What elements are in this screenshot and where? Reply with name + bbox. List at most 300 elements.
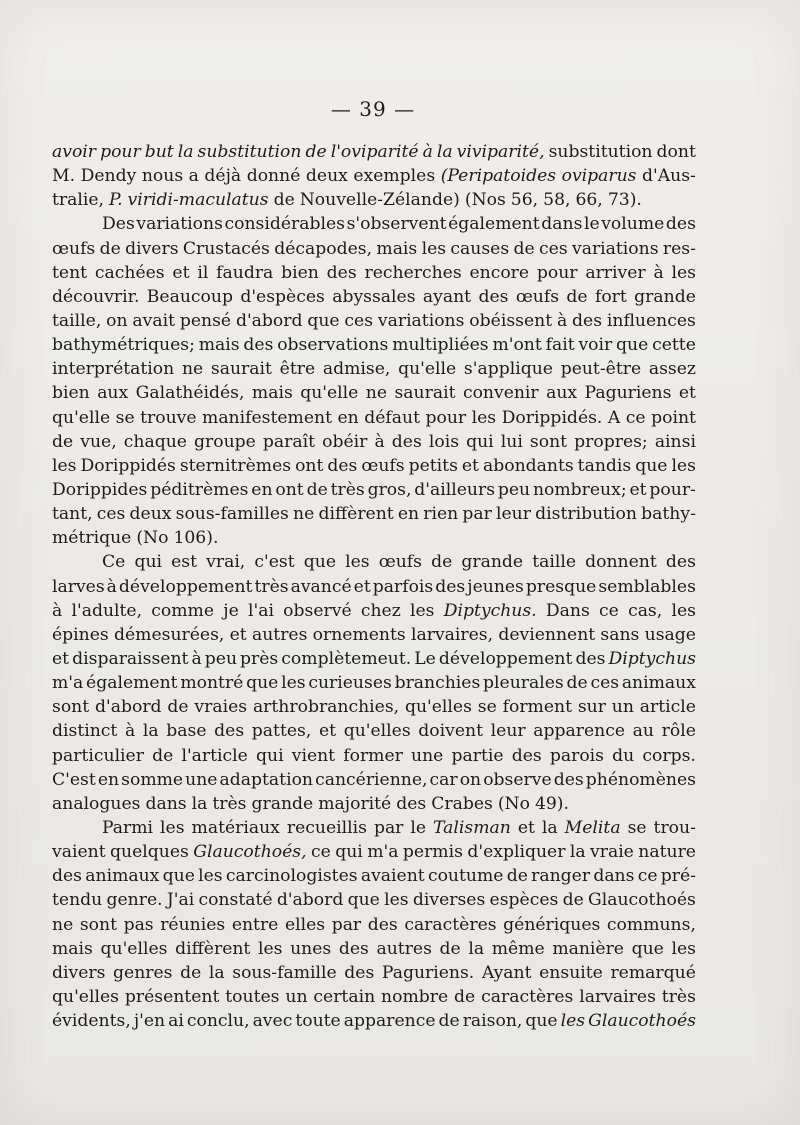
- word: la: [541, 817, 558, 838]
- word: assez: [648, 359, 696, 380]
- word: la: [468, 938, 485, 959]
- page-number: — 39 —: [330, 97, 416, 121]
- word: Parmi: [102, 817, 154, 838]
- word: que: [307, 310, 340, 331]
- word: et: [517, 817, 535, 838]
- word: et: [678, 383, 696, 404]
- word: à: [52, 600, 63, 621]
- word: les: [384, 890, 409, 911]
- word: aux: [546, 383, 578, 404]
- word: donnent: [585, 552, 657, 573]
- word: m'a: [52, 673, 84, 694]
- word: de: [506, 866, 528, 887]
- word: on: [106, 310, 128, 331]
- word: observé: [283, 600, 352, 621]
- word: tent: [52, 262, 88, 283]
- word: comme: [151, 600, 215, 621]
- word: un: [285, 986, 308, 1007]
- word: Nouvelle-Zélande): [299, 190, 460, 211]
- word: diffèrent: [175, 938, 251, 959]
- word: observe: [483, 769, 552, 790]
- word: but: [144, 142, 174, 162]
- word: substitution: [548, 142, 653, 162]
- word: les: [160, 817, 185, 838]
- word: a: [188, 166, 199, 187]
- word: pour-: [649, 479, 696, 500]
- word: dans: [593, 866, 635, 887]
- word: paraît: [262, 431, 316, 452]
- word: œufs: [52, 238, 96, 259]
- word: près: [240, 648, 279, 669]
- word: j'en: [133, 1011, 166, 1032]
- word: admise,: [322, 359, 391, 380]
- word: quelques: [110, 842, 189, 863]
- word: genres: [113, 962, 173, 983]
- word: Talisman: [433, 817, 511, 838]
- word: à: [124, 721, 136, 742]
- word: très: [330, 479, 365, 500]
- word: un: [611, 697, 634, 718]
- word: même: [491, 938, 545, 959]
- word: développement: [438, 648, 573, 669]
- word: des: [435, 576, 466, 597]
- word: Crustacés: [182, 238, 270, 259]
- text-line: [52, 454, 696, 478]
- word: ainsi: [654, 431, 696, 452]
- word: P.: [109, 190, 123, 211]
- word: avaient: [360, 866, 425, 887]
- word: Ce: [102, 552, 126, 573]
- word: (No: [136, 528, 169, 549]
- word: saurait: [394, 383, 456, 404]
- word: avec: [252, 1011, 293, 1032]
- word: tant,: [52, 504, 93, 525]
- word: réunies: [160, 914, 226, 935]
- word: ne: [181, 359, 204, 380]
- word: dans: [541, 214, 583, 235]
- word: des: [665, 214, 696, 235]
- word: d'espèces: [240, 286, 325, 307]
- word: qui: [134, 552, 163, 573]
- word: branchies: [394, 673, 481, 694]
- word: manière: [552, 938, 624, 959]
- word: ne: [293, 504, 315, 525]
- word: Le: [414, 648, 436, 669]
- word: présentent: [124, 986, 220, 1007]
- word: apparence: [533, 721, 626, 742]
- word: sternitrèmes: [179, 455, 292, 476]
- word: groupe: [194, 431, 256, 452]
- word: à: [556, 310, 568, 331]
- word: ce: [625, 407, 646, 428]
- word: des: [52, 866, 82, 887]
- word: également: [86, 673, 178, 694]
- word: découvrir.: [52, 286, 140, 307]
- word: Melita: [564, 817, 621, 838]
- word: Galathéidés,: [135, 383, 245, 404]
- word: rôle: [661, 721, 696, 742]
- word: trouve: [140, 407, 197, 428]
- word: en: [397, 504, 420, 525]
- word: d'abord: [95, 697, 162, 718]
- word: d'abord: [276, 890, 344, 911]
- word: évidents,: [52, 1011, 131, 1032]
- word: caractères: [404, 914, 497, 935]
- word: corps.: [642, 745, 696, 766]
- word: elles: [284, 914, 326, 935]
- word: diverses: [412, 890, 486, 911]
- word: et: [318, 721, 337, 742]
- text-line: [52, 309, 696, 333]
- text-line: [52, 430, 696, 454]
- text-line: [52, 816, 696, 840]
- word: se: [115, 407, 135, 428]
- word: animaux: [621, 673, 696, 694]
- word: Glaucothoés: [588, 1011, 696, 1032]
- word: influences: [606, 310, 696, 331]
- word: d'abord: [235, 310, 303, 331]
- word: s'observent: [346, 214, 447, 235]
- text-line: [52, 285, 696, 309]
- word: des: [478, 286, 509, 307]
- word: pré-: [660, 866, 696, 887]
- word: ne: [52, 914, 74, 935]
- word: m'ont: [492, 335, 542, 356]
- word: par: [462, 504, 492, 525]
- text-line: [52, 357, 696, 381]
- word: phénomènes: [585, 769, 696, 790]
- word: des: [553, 769, 584, 790]
- word: que: [525, 1011, 558, 1032]
- word: parois: [549, 745, 604, 766]
- text-line: [52, 937, 696, 961]
- word: des: [327, 455, 358, 476]
- word: en: [97, 769, 120, 790]
- text-line: [52, 478, 696, 502]
- word: arthrobranchies,: [252, 697, 400, 718]
- word: montré: [180, 673, 244, 694]
- word: adaptation: [219, 769, 314, 790]
- word: vraie: [590, 842, 634, 863]
- word: J'ai: [166, 890, 195, 911]
- word: trou-: [653, 817, 696, 838]
- word: chez: [360, 600, 401, 621]
- word: des: [665, 552, 696, 573]
- word: vraies: [194, 697, 248, 718]
- word: propres;: [574, 431, 648, 452]
- word: de: [566, 286, 588, 307]
- word: obéir: [322, 431, 368, 452]
- word: à: [653, 262, 664, 283]
- word: mais: [376, 238, 418, 259]
- word: constaté: [198, 890, 273, 911]
- text-line: [52, 985, 696, 1009]
- word: deux: [305, 166, 348, 187]
- word: à: [106, 576, 117, 597]
- word: Ayant: [481, 962, 532, 983]
- word: usage: [644, 624, 696, 645]
- word: cas,: [628, 600, 663, 621]
- word: recueillis: [286, 817, 367, 838]
- word: œufs: [361, 455, 405, 476]
- word: pour: [100, 142, 141, 162]
- word: qui: [256, 745, 284, 766]
- text-line: [52, 840, 696, 864]
- word: qu'elles: [52, 986, 119, 1007]
- word: que: [347, 890, 380, 911]
- word: les: [671, 600, 696, 621]
- word: je: [223, 600, 239, 621]
- word: très: [254, 576, 289, 597]
- word: tralie,: [52, 190, 104, 211]
- word: ce: [599, 600, 619, 621]
- word: d'ailleurs: [414, 479, 496, 500]
- word: est: [171, 552, 198, 573]
- word: base: [166, 721, 207, 742]
- word: les: [671, 455, 696, 476]
- word: et: [461, 455, 479, 476]
- text-line: [52, 333, 696, 357]
- word: pattes,: [251, 721, 312, 742]
- word: multipliées: [392, 335, 489, 356]
- word: sur: [577, 697, 606, 718]
- text-line: [52, 719, 696, 743]
- word: des: [511, 745, 542, 766]
- word: pour: [536, 262, 578, 283]
- word: des: [344, 962, 375, 983]
- word: 106).: [173, 528, 219, 549]
- word: des: [391, 431, 422, 452]
- paragraph: [52, 140, 696, 212]
- word: que: [616, 335, 649, 356]
- word: variations: [136, 214, 223, 235]
- word: genre.: [106, 890, 163, 911]
- word: Paguriens: [584, 383, 672, 404]
- word: observations: [277, 335, 389, 356]
- body-text: [52, 140, 696, 1033]
- word: 66,: [575, 190, 603, 211]
- word: de: [180, 962, 202, 983]
- word: taille,: [52, 310, 102, 331]
- text-line: [52, 212, 696, 236]
- word: disparaissent: [72, 648, 189, 669]
- word: des: [326, 262, 357, 283]
- word: coutume: [427, 866, 504, 887]
- word: que: [631, 938, 664, 959]
- word: entre: [231, 914, 279, 935]
- word: on: [459, 769, 482, 790]
- word: la: [436, 142, 453, 162]
- word: m'a: [367, 842, 399, 863]
- word: génériques: [503, 914, 601, 935]
- word: divers: [125, 238, 179, 259]
- word: qu'elle: [398, 359, 457, 380]
- word: unes: [290, 938, 332, 959]
- word: vue,: [80, 431, 117, 452]
- word: que: [246, 673, 279, 694]
- word: les: [257, 938, 283, 959]
- word: une: [411, 745, 444, 766]
- word: bien: [281, 262, 319, 283]
- word: Dorippidés: [80, 455, 176, 476]
- word: les: [671, 262, 696, 283]
- word: cachées: [94, 262, 165, 283]
- word: ont: [275, 479, 304, 500]
- word: l'ai: [247, 600, 274, 621]
- word: viridi-maculatus: [127, 190, 269, 211]
- word: développement: [118, 576, 253, 597]
- word: avait: [132, 310, 175, 331]
- word: substitution: [197, 142, 302, 162]
- word: des: [243, 335, 274, 356]
- word: de: [167, 697, 189, 718]
- word: bathy-: [641, 504, 696, 525]
- word: partie: [451, 745, 504, 766]
- word: avoir: [52, 142, 97, 162]
- word: peut-être: [560, 359, 642, 380]
- word: qu'elle: [52, 407, 111, 428]
- word: défaut: [364, 407, 420, 428]
- word: oviparus: [561, 166, 637, 187]
- word: par: [331, 914, 362, 935]
- word: (No: [497, 793, 530, 814]
- word: vrai,: [206, 552, 246, 573]
- word: animaux: [85, 866, 160, 887]
- word: divers: [52, 962, 106, 983]
- word: abyssales: [332, 286, 416, 307]
- word: somme: [121, 769, 184, 790]
- word: métrique: [52, 528, 132, 549]
- word: le: [410, 817, 427, 838]
- word: la: [208, 962, 225, 983]
- word: ces: [96, 504, 126, 525]
- word: interprétation: [52, 359, 175, 380]
- word: ensuite: [539, 962, 603, 983]
- paragraph: [52, 816, 696, 1033]
- word: conclu,: [186, 1011, 250, 1032]
- word: point: [651, 407, 696, 428]
- word: l'article: [181, 745, 248, 766]
- word: et: [629, 479, 647, 500]
- word: C'est: [52, 769, 96, 790]
- word: les: [471, 407, 497, 428]
- word: autres: [376, 938, 432, 959]
- word: raison,: [462, 1011, 523, 1032]
- word: sous-famille: [232, 962, 337, 983]
- text-line: [52, 237, 696, 261]
- word: ai: [168, 1011, 184, 1032]
- word: chaque: [123, 431, 187, 452]
- word: par: [373, 817, 404, 838]
- word: Crabes: [431, 793, 493, 814]
- word: pour: [425, 407, 467, 428]
- word: vaient: [52, 842, 106, 863]
- word: deux: [129, 504, 172, 525]
- word: considérables: [224, 214, 345, 235]
- word: de: [562, 890, 584, 911]
- word: obéissent: [469, 310, 553, 331]
- word: pas: [123, 914, 154, 935]
- word: et: [52, 648, 70, 669]
- text-line: [52, 381, 696, 405]
- word: ornements: [312, 624, 406, 645]
- word: bathymétriques;: [52, 335, 195, 356]
- word: curieuses: [308, 673, 392, 694]
- word: d'Aus-: [642, 166, 696, 187]
- word: Diptychus.: [443, 600, 537, 621]
- word: également: [448, 214, 540, 235]
- word: majorité: [318, 793, 392, 814]
- word: exemples: [353, 166, 436, 187]
- word: leur: [490, 721, 526, 742]
- word: cancérienne,: [315, 769, 428, 790]
- word: les: [198, 866, 223, 887]
- word: lois: [428, 431, 460, 452]
- word: qu'elles: [100, 938, 168, 959]
- word: de: [152, 745, 174, 766]
- word: de: [305, 142, 327, 162]
- word: grande: [634, 286, 696, 307]
- word: être: [279, 359, 316, 380]
- word: que: [162, 866, 195, 887]
- word: ce: [310, 842, 331, 863]
- word: et: [353, 576, 371, 597]
- word: sont: [52, 697, 90, 718]
- word: de: [439, 938, 461, 959]
- word: à: [191, 648, 202, 669]
- word: d'expliquer: [467, 842, 566, 863]
- text-line: [52, 575, 696, 599]
- word: la: [191, 793, 208, 814]
- word: bien: [52, 383, 90, 404]
- word: sous-familles: [175, 504, 289, 525]
- word: communs,: [606, 914, 696, 935]
- word: du: [612, 745, 635, 766]
- text-line: [52, 550, 696, 574]
- word: toutes: [225, 986, 280, 1007]
- word: mais: [52, 938, 93, 959]
- word: très: [212, 793, 247, 814]
- word: dont: [656, 142, 696, 162]
- text-line: [52, 961, 696, 985]
- word: à: [374, 431, 385, 452]
- word: faudra: [216, 262, 274, 283]
- word: des: [396, 793, 427, 814]
- text-line: [52, 599, 696, 623]
- word: permis: [402, 842, 463, 863]
- word: la: [177, 142, 194, 162]
- word: remarqué: [610, 962, 696, 983]
- word: sans: [600, 624, 640, 645]
- word: grande: [461, 552, 524, 573]
- word: petits: [408, 455, 458, 476]
- word: ces: [539, 238, 568, 259]
- word: variations: [571, 238, 659, 259]
- text-line: [52, 140, 696, 164]
- word: tendu: [52, 890, 103, 911]
- word: ces: [344, 310, 374, 331]
- word: les: [421, 238, 447, 259]
- word: le: [583, 214, 600, 235]
- word: Glaucothoés: [588, 890, 696, 911]
- word: la: [569, 842, 586, 863]
- word: déjà: [204, 166, 242, 187]
- word: de: [52, 431, 74, 452]
- word: apparence: [343, 1011, 436, 1032]
- word: des: [572, 310, 603, 331]
- word: certain: [313, 986, 376, 1007]
- word: les: [281, 673, 306, 694]
